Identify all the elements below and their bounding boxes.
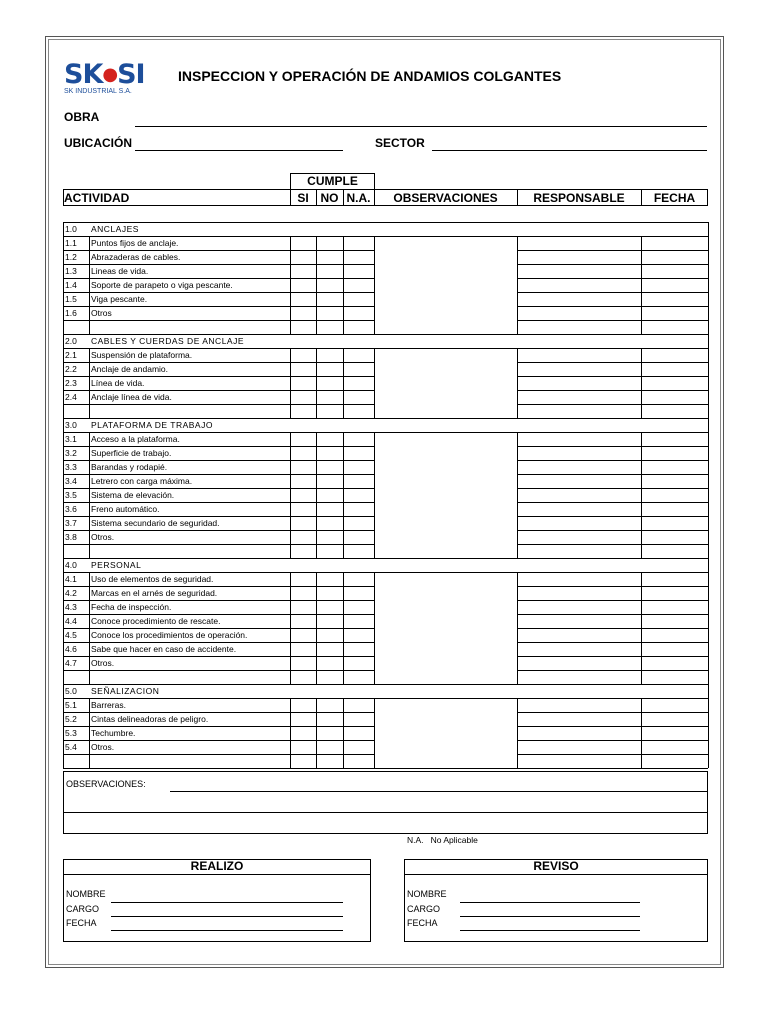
row-divider [517, 320, 708, 321]
item-number: 3.6 [65, 504, 77, 514]
si-checkbox[interactable] [291, 755, 315, 768]
responsable-header: RESPONSABLE [533, 191, 625, 205]
na-checkbox[interactable] [344, 363, 373, 376]
na-checkbox[interactable] [344, 433, 373, 446]
row-divider [517, 264, 708, 265]
row-divider [517, 642, 708, 643]
reviso-nombre-field[interactable] [460, 902, 640, 903]
na-note: N.A. No Aplicable [407, 835, 478, 845]
observaciones-cell[interactable] [375, 699, 516, 768]
number-column-divider [89, 348, 90, 418]
si-checkbox[interactable] [291, 503, 315, 516]
column-divider [641, 236, 642, 334]
si-checkbox[interactable] [291, 545, 315, 558]
item-number: 1.2 [65, 252, 77, 262]
na-checkbox[interactable] [344, 489, 373, 502]
no-checkbox[interactable] [317, 615, 342, 628]
na-checkbox[interactable] [344, 615, 373, 628]
item-number: 3.1 [65, 434, 77, 444]
si-checkbox[interactable] [291, 293, 315, 306]
si-checkbox[interactable] [291, 265, 315, 278]
reviso-nombre-label: NOMBRE [407, 889, 447, 899]
number-column-divider [89, 432, 90, 558]
row-divider [517, 516, 708, 517]
item-number: 3.3 [65, 462, 77, 472]
na-checkbox[interactable] [344, 475, 373, 488]
si-checkbox[interactable] [291, 727, 315, 740]
number-column-divider [89, 698, 90, 768]
si-checkbox[interactable] [291, 601, 315, 614]
item-number: 3.8 [65, 532, 77, 542]
section-top-border [63, 684, 708, 685]
section-title: PLATAFORMA DE TRABAJO [91, 420, 213, 430]
row-divider [517, 390, 708, 391]
si-checkbox[interactable] [291, 517, 315, 530]
table-left-border [63, 684, 64, 768]
row-divider [517, 614, 708, 615]
checklist-item: Techumbre. [91, 728, 136, 738]
checklist-item: Conoce procedimiento de rescate. [91, 616, 221, 626]
row-divider [517, 446, 708, 447]
si-checkbox[interactable] [291, 573, 315, 586]
na-checkbox[interactable] [344, 699, 373, 712]
no-checkbox[interactable] [317, 363, 342, 376]
table-right-border [708, 222, 709, 334]
na-checkbox[interactable] [344, 251, 373, 264]
na-checkbox[interactable] [344, 657, 373, 670]
item-number: 4.3 [65, 602, 77, 612]
row-divider [517, 600, 708, 601]
observaciones-cell[interactable] [375, 349, 516, 418]
column-divider [641, 572, 642, 684]
table-left-border [63, 222, 64, 334]
no-checkbox[interactable] [317, 573, 342, 586]
observaciones-cell[interactable] [375, 433, 516, 558]
row-divider [517, 278, 708, 279]
na-checkbox[interactable] [344, 265, 373, 278]
observaciones-line-2[interactable] [63, 812, 708, 813]
no-checkbox[interactable] [317, 251, 342, 264]
checklist-item: Conoce los procedimientos de operación. [91, 630, 248, 640]
na-checkbox[interactable] [344, 349, 373, 362]
logo-dot-icon: ● [102, 64, 118, 85]
realizo-cargo-field[interactable] [111, 916, 343, 917]
si-checkbox[interactable] [291, 461, 315, 474]
item-number: 3.5 [65, 490, 77, 500]
na-checkbox[interactable] [344, 461, 373, 474]
na-checkbox[interactable] [344, 447, 373, 460]
row-divider [517, 488, 708, 489]
table-right-border [708, 418, 709, 558]
no-checkbox[interactable] [317, 293, 342, 306]
column-divider [517, 236, 518, 334]
si-checkbox[interactable] [291, 405, 315, 418]
column-divider [517, 698, 518, 768]
reviso-title: REVISO [533, 859, 579, 873]
checklist-item: Sabe que hacer en caso de accidente. [91, 644, 237, 654]
si-checkbox[interactable] [291, 531, 315, 544]
si-checkbox[interactable] [291, 741, 315, 754]
company-logo [64, 59, 145, 95]
table-left-border [63, 334, 64, 418]
si-checkbox[interactable] [291, 671, 315, 684]
si-checkbox[interactable] [291, 475, 315, 488]
realizo-fecha-field[interactable] [111, 930, 343, 931]
na-checkbox[interactable] [344, 629, 373, 642]
no-checkbox[interactable] [317, 265, 342, 278]
row-divider [517, 502, 708, 503]
si-checkbox[interactable] [291, 615, 315, 628]
reviso-cargo-label: CARGO [407, 904, 441, 914]
item-number: 3.7 [65, 518, 77, 528]
no-checkbox[interactable] [317, 629, 342, 642]
realizo-nombre-field[interactable] [111, 902, 343, 903]
na-checkbox[interactable] [344, 671, 373, 684]
column-divider [517, 432, 518, 558]
si-checkbox[interactable] [291, 587, 315, 600]
section-top-border [63, 222, 708, 223]
row-divider [517, 362, 708, 363]
row-divider [517, 404, 708, 405]
row-divider [517, 712, 708, 713]
na-checkbox[interactable] [344, 307, 373, 320]
na-checkbox[interactable] [344, 293, 373, 306]
observaciones-cell[interactable] [375, 237, 516, 334]
checklist-item: Suspensión de plataforma. [91, 350, 193, 360]
reviso-fecha-label: FECHA [407, 918, 438, 928]
realizo-title-divider [63, 874, 371, 875]
reviso-fecha-field[interactable] [460, 930, 640, 931]
table-left-border [63, 418, 64, 558]
na-checkbox[interactable] [344, 587, 373, 600]
si-checkbox[interactable] [291, 251, 315, 264]
checklist-item: Sistema de elevación. [91, 490, 175, 500]
section-top-border [63, 558, 708, 559]
item-number: 1.4 [65, 280, 77, 290]
si-checkbox[interactable] [291, 363, 315, 376]
na-checkbox[interactable] [344, 643, 373, 656]
si-checkbox[interactable] [291, 489, 315, 502]
row-divider [517, 250, 708, 251]
ubicacion-field[interactable] [135, 150, 343, 151]
checklist-item: Anclaje de andamio. [91, 364, 169, 374]
no-checkbox[interactable] [317, 405, 342, 418]
row-divider [517, 530, 708, 531]
checklist-item: Otros [91, 308, 112, 318]
obra-field[interactable] [135, 126, 707, 127]
na-checkbox[interactable] [344, 517, 373, 530]
no-checkbox[interactable] [317, 489, 342, 502]
no-header: NO [320, 191, 339, 205]
row-divider [517, 670, 708, 671]
section-title: SEÑALIZACION [91, 686, 160, 696]
obra-label: OBRA [64, 110, 100, 124]
si-checkbox[interactable] [291, 699, 315, 712]
na-checkbox[interactable] [344, 727, 373, 740]
number-column-divider [89, 572, 90, 684]
row-divider [517, 754, 708, 755]
sector-label: SECTOR [375, 136, 425, 150]
checklist-item: Otros. [91, 658, 115, 668]
no-checkbox[interactable] [317, 755, 342, 768]
si-checkbox[interactable] [291, 657, 315, 670]
no-checkbox[interactable] [317, 307, 342, 320]
observaciones-cell[interactable] [375, 573, 516, 684]
si-checkbox[interactable] [291, 447, 315, 460]
checklist-item: Uso de elementos de seguridad. [91, 574, 214, 584]
si-checkbox[interactable] [291, 629, 315, 642]
no-checkbox[interactable] [317, 377, 342, 390]
no-checkbox[interactable] [317, 321, 342, 334]
checklist-item: Fecha de inspección. [91, 602, 172, 612]
no-checkbox[interactable] [317, 237, 342, 250]
checklist-item: Abrazaderas de cables. [91, 252, 181, 262]
no-checkbox[interactable] [317, 475, 342, 488]
si-checkbox[interactable] [291, 321, 315, 334]
item-number: 2.1 [65, 350, 77, 360]
ubicacion-label: UBICACIÓN [64, 136, 132, 150]
no-checkbox[interactable] [317, 657, 342, 670]
na-checkbox[interactable] [344, 713, 373, 726]
item-number: 5.1 [65, 700, 77, 710]
logo-si: SI [117, 59, 145, 90]
section-number: 3.0 [65, 420, 77, 430]
no-checkbox[interactable] [317, 433, 342, 446]
realizo-title: REALIZO [190, 859, 244, 873]
si-checkbox[interactable] [291, 643, 315, 656]
item-number: 3.4 [65, 476, 77, 486]
no-checkbox[interactable] [317, 545, 342, 558]
section-title: ANCLAJES [91, 224, 139, 234]
column-divider [517, 348, 518, 418]
na-checkbox[interactable] [344, 321, 373, 334]
checklist-item: Viga pescante. [91, 294, 148, 304]
si-checkbox[interactable] [291, 307, 315, 320]
item-number: 4.7 [65, 658, 77, 668]
si-checkbox[interactable] [291, 349, 315, 362]
item-number: 4.1 [65, 574, 77, 584]
number-column-divider [89, 236, 90, 334]
item-number: 4.5 [65, 630, 77, 640]
column-divider [641, 348, 642, 418]
column-divider [641, 432, 642, 558]
no-checkbox[interactable] [317, 279, 342, 292]
item-number: 4.6 [65, 644, 77, 654]
checklist-item: Puntos fijos de anclaje. [91, 238, 179, 248]
na-header: N.A. [346, 191, 371, 205]
fecha-header: FECHA [653, 191, 696, 205]
logo-sk: SK [64, 59, 103, 90]
na-checkbox[interactable] [344, 391, 373, 404]
section-number: 1.0 [65, 224, 77, 234]
no-checkbox[interactable] [317, 713, 342, 726]
row-divider [517, 376, 708, 377]
no-checkbox[interactable] [317, 587, 342, 600]
row-divider [517, 656, 708, 657]
item-number: 4.2 [65, 588, 77, 598]
row-divider [517, 474, 708, 475]
si-checkbox[interactable] [291, 433, 315, 446]
item-number: 1.5 [65, 294, 77, 304]
item-number: 3.2 [65, 448, 77, 458]
checklist-item: Superficie de trabajo. [91, 448, 172, 458]
checklist-item: Barreras. [91, 700, 126, 710]
no-checkbox[interactable] [317, 391, 342, 404]
cumple-header: CUMPLE [307, 174, 358, 188]
observaciones-label: OBSERVACIONES: [66, 779, 146, 789]
table-bottom-border [63, 768, 708, 769]
no-checkbox[interactable] [317, 727, 342, 740]
si-header: SI [297, 191, 309, 205]
reviso-cargo-field[interactable] [460, 916, 640, 917]
item-number: 5.3 [65, 728, 77, 738]
table-right-border [708, 558, 709, 684]
item-number: 1.6 [65, 308, 77, 318]
na-checkbox[interactable] [344, 377, 373, 390]
na-checkbox[interactable] [344, 279, 373, 292]
checklist-item: Otros. [91, 532, 115, 542]
item-number: 5.4 [65, 742, 77, 752]
checklist-item: Marcas en el arnés de seguridad. [91, 588, 218, 598]
si-checkbox[interactable] [291, 237, 315, 250]
checklist-item: Cintas delineadoras de peligro. [91, 714, 209, 724]
observaciones-box [63, 771, 708, 834]
checklist-item: Otros. [91, 742, 115, 752]
checklist-item: Letrero con carga máxima. [91, 476, 193, 486]
section-title: PERSONAL [91, 560, 142, 570]
row-divider [517, 460, 708, 461]
no-checkbox[interactable] [317, 699, 342, 712]
section-number: 4.0 [65, 560, 77, 570]
row-divider [517, 740, 708, 741]
na-checkbox[interactable] [344, 573, 373, 586]
na-checkbox[interactable] [344, 545, 373, 558]
table-right-border [708, 334, 709, 418]
item-number: 5.2 [65, 714, 77, 724]
no-checkbox[interactable] [317, 503, 342, 516]
item-number: 1.3 [65, 266, 77, 276]
row-divider [517, 292, 708, 293]
no-checkbox[interactable] [317, 461, 342, 474]
na-checkbox[interactable] [344, 237, 373, 250]
checklist-item: Sistema secundario de seguridad. [91, 518, 220, 528]
table-left-border [63, 558, 64, 684]
observaciones-line-1[interactable] [170, 791, 708, 792]
realizo-fecha-label: FECHA [66, 918, 97, 928]
column-divider [517, 572, 518, 684]
logo-wordmark [64, 59, 145, 90]
realizo-cargo-label: CARGO [66, 904, 100, 914]
reviso-title-divider [404, 874, 708, 875]
si-checkbox[interactable] [291, 377, 315, 390]
no-checkbox[interactable] [317, 447, 342, 460]
na-checkbox[interactable] [344, 503, 373, 516]
actividad-header: ACTIVIDAD [64, 191, 130, 205]
row-divider [517, 544, 708, 545]
no-checkbox[interactable] [317, 349, 342, 362]
si-checkbox[interactable] [291, 279, 315, 292]
logo-subtitle: SK INDUSTRIAL S.A. [64, 88, 132, 95]
item-number: 1.1 [65, 238, 77, 248]
column-divider [641, 698, 642, 768]
checklist-item: Acceso a la plataforma. [91, 434, 180, 444]
item-number: 2.4 [65, 392, 77, 402]
section-number: 2.0 [65, 336, 77, 346]
table-right-border [708, 684, 709, 768]
na-checkbox[interactable] [344, 741, 373, 754]
section-title: CABLES Y CUERDAS DE ANCLAJE [91, 336, 245, 346]
checklist-item: Anclaje línea de vida. [91, 392, 172, 402]
si-checkbox[interactable] [291, 391, 315, 404]
row-divider [517, 306, 708, 307]
section-number: 5.0 [65, 686, 77, 696]
item-number: 4.4 [65, 616, 77, 626]
item-number: 2.3 [65, 378, 77, 388]
no-checkbox[interactable] [317, 531, 342, 544]
realizo-nombre-label: NOMBRE [66, 889, 106, 899]
checklist-item: Línea de vida. [91, 378, 145, 388]
no-checkbox[interactable] [317, 601, 342, 614]
row-divider [517, 628, 708, 629]
row-divider [517, 586, 708, 587]
document-title: INSPECCION Y OPERACIÓN DE ANDAMIOS COLGANTES [178, 68, 562, 84]
no-checkbox[interactable] [317, 517, 342, 530]
item-number: 2.2 [65, 364, 77, 374]
na-checkbox[interactable] [344, 405, 373, 418]
si-checkbox[interactable] [291, 713, 315, 726]
na-checkbox[interactable] [344, 601, 373, 614]
na-checkbox[interactable] [344, 755, 373, 768]
no-checkbox[interactable] [317, 741, 342, 754]
checklist-item: Soporte de parapeto o viga pescante. [91, 280, 233, 290]
observaciones-header: OBSERVACIONES [393, 191, 498, 205]
no-checkbox[interactable] [317, 643, 342, 656]
checklist-item: Freno automático. [91, 504, 160, 514]
checklist-item: Barandas y rodapié. [91, 462, 168, 472]
row-divider [517, 726, 708, 727]
checklist-item: Lineas de vida. [91, 266, 149, 276]
no-checkbox[interactable] [317, 671, 342, 684]
sector-field[interactable] [432, 150, 707, 151]
na-checkbox[interactable] [344, 531, 373, 544]
